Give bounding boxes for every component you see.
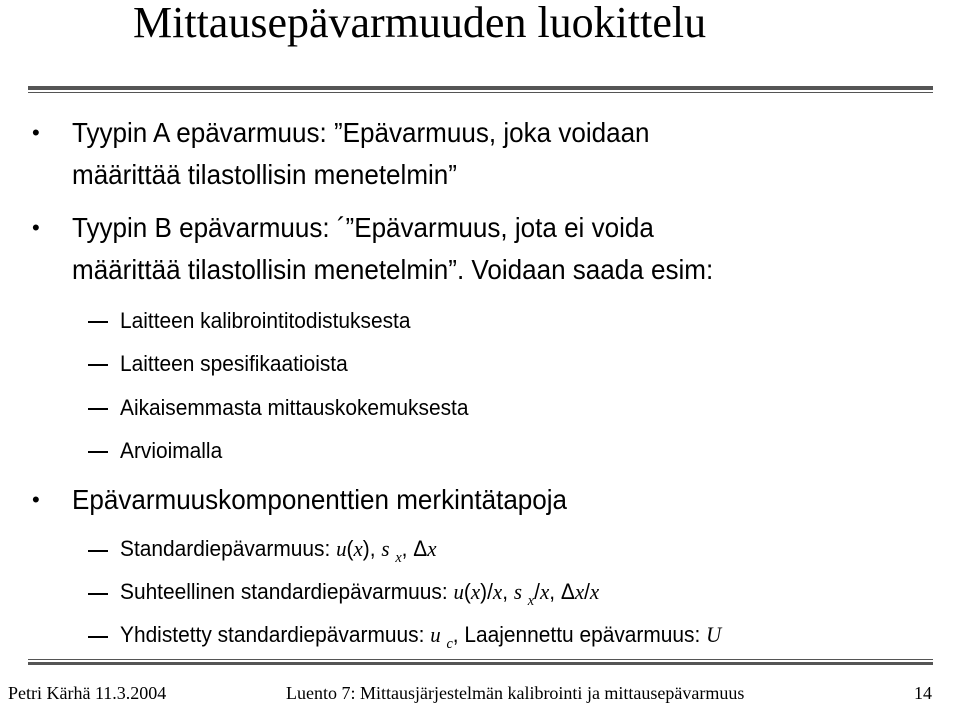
dash-icon <box>88 451 108 453</box>
notation-standard-uncertainty: Standardiepävarmuus: u(x), s $_x$, Δx <box>120 536 437 566</box>
subitem-specifications: Laitteen spesifikaatioista <box>120 351 348 376</box>
bullet-icon: • <box>32 487 40 512</box>
subitem-estimation: Arvioimalla <box>120 438 223 463</box>
dash-icon <box>88 550 108 552</box>
dash-icon <box>88 408 108 410</box>
bullet-3-line-1: Epävarmuuskomponenttien merkintätapoja <box>72 484 568 515</box>
title-divider <box>28 86 933 90</box>
slide-title: Mittausepävarmuuden luokittelu <box>133 0 707 47</box>
dash-icon <box>88 593 108 595</box>
footer-course: Luento 7: Mittausjärjestelmän kalibrointi ja mittausepävarmuus <box>286 683 745 703</box>
notation-relative-uncertainty: Suhteellinen standardiepävarmuus: u(x)/x, s $_x$/x, Δx/x <box>120 579 600 609</box>
bullet-icon: • <box>32 120 40 145</box>
bullet-2-line-1: Tyypin B epävarmuus: ´”Epävarmuus, jota ei voida <box>72 212 654 243</box>
bullet-1-line-2: määrittää tilastollisin menetelmin” <box>72 159 457 190</box>
subitem-calibration-certificate: Laitteen kalibrointitodistuksesta <box>120 308 411 333</box>
notation-combined-uncertainty: Yhdistetty standardiepävarmuus: u $_c$, Laajennettu epävarmuus: U <box>120 622 722 652</box>
page-number: 14 <box>914 683 932 703</box>
bullet-1-line-1: Tyypin A epävarmuus: ”Epävarmuus, joka voidaan <box>72 117 650 148</box>
footer-author-date: Petri Kärhä 11.3.2004 <box>8 683 167 703</box>
footer-divider <box>28 662 933 665</box>
dash-icon <box>88 364 108 366</box>
title-divider-thin <box>28 92 933 93</box>
bullet-2-line-2: määrittää tilastollisin menetelmin”. Voidaan saada esim: <box>72 254 714 285</box>
bullet-icon: • <box>32 215 40 240</box>
dash-icon <box>88 636 108 638</box>
subitem-previous-experience: Aikaisemmasta mittauskokemuksesta <box>120 395 469 420</box>
dash-icon <box>88 321 108 323</box>
footer-divider-thin <box>28 659 933 660</box>
